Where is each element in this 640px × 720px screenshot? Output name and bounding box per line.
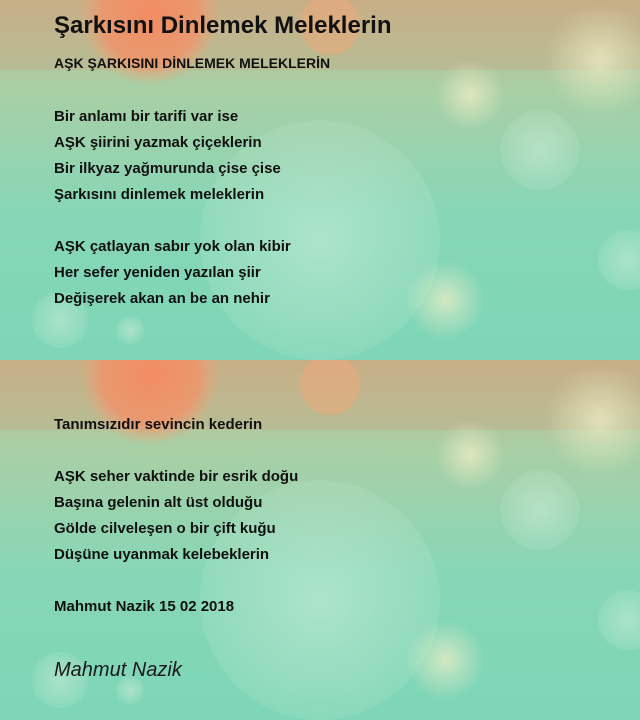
poem-line: AŞK seher vaktinde bir esrik doğu bbox=[54, 468, 299, 485]
poem-subtitle: AŞK ŞARKISINI DİNLEMEK MELEKLERİN bbox=[54, 55, 331, 71]
poem-title: Şarkısını Dinlemek Meleklerin bbox=[54, 12, 392, 39]
poem-line: AŞK çatlayan sabır yok olan kibir bbox=[54, 238, 291, 255]
poem-line: Şarkısını dinlemek meleklerin bbox=[54, 186, 265, 203]
poem-date-line: Mahmut Nazik 15 02 2018 bbox=[54, 598, 235, 615]
poem-line: Tanımsızıdır sevincin kederin bbox=[54, 416, 263, 433]
poem-line: Başına gelenin alt üst olduğu bbox=[54, 494, 263, 511]
poem-line: Düşüne uyanmak kelebeklerin bbox=[54, 546, 270, 563]
author-signature: Mahmut Nazik bbox=[54, 659, 182, 681]
poem-line: Gölde cilveleşen o bir çift kuğu bbox=[54, 520, 276, 537]
poem-line: AŞK şiirini yazmak çiçeklerin bbox=[54, 134, 262, 151]
poem-line: Bir anlamı bir tarifi var ise bbox=[54, 108, 239, 125]
poem-line: Değişerek akan an be an nehir bbox=[54, 290, 270, 307]
poem-line: Her sefer yeniden yazılan şiir bbox=[54, 264, 261, 281]
poem-line: Bir ilkyaz yağmurunda çise çise bbox=[54, 160, 281, 177]
